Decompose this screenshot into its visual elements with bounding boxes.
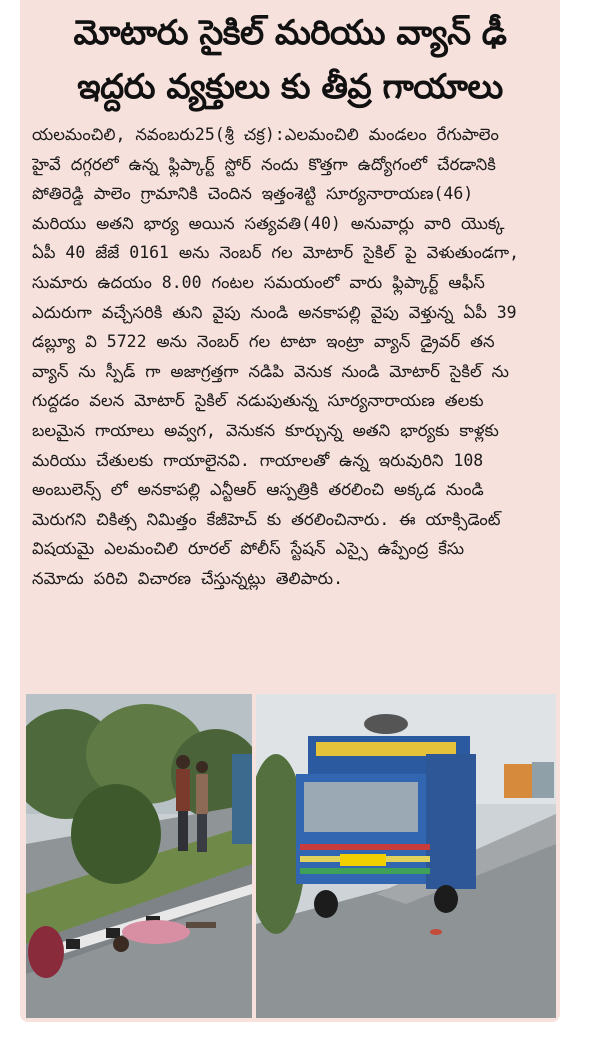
body-line: హైవే దగ్గరలో ఉన్న ఫ్లిప్కార్ట్ స్టోర్ నందు కొత్తగా ఉద్యోగంలో చేరడానికి xyxy=(32,154,496,174)
van-photo xyxy=(256,694,556,1018)
body-line: బలమైన గాయాలు అవ్వగ, వెనుకన కూర్చున్న అతని భార్యకు కాళ్లకు xyxy=(32,420,499,440)
body-line: ఏపీ 40 జేజే 0161 అను నెంబర్ గల మోటార్ సైకిల్ పై వెళుతుండగా, xyxy=(32,243,520,263)
body-line: సుమారు ఉదయం 8.00 గంటల సమయంలో వారు ఫ్లిప్కార్ట్ ఆఫీస్ xyxy=(32,272,485,292)
article-body xyxy=(20,114,560,594)
body-line: నమోదు పరిచి విచారణ చేస్తున్నట్లు తెలిపారు. xyxy=(32,568,344,588)
headline-line-2: ఇద్దరు వ్యక్తులు కు తీవ్ర గాయాలు xyxy=(77,67,503,107)
accident-scene-photo xyxy=(26,694,252,1018)
body-line: డబ్ల్యూ వి 5722 అను నెంబర్ గల టాటా ఇంట్రా వ్యాన్ డ్రైవర్ తన xyxy=(32,332,495,352)
headline xyxy=(20,0,560,114)
body-line: విషయమై ఎలమంచిలి రూరల్ పోలీస్ స్టేషన్ ఎస్సై ఉప్పేంద్ర కేసు xyxy=(32,539,465,559)
news-clipping xyxy=(20,0,560,1022)
body-line: యలమంచిలి, నవంబరు25(శ్రీ చక్ర):ఎలమంచిలి మండలం రేగుపాలెం xyxy=(32,125,499,144)
body-line: అంబులెన్స్ లో అనకాపల్లి ఎన్టీఆర్ ఆస్పత్రికి తరలించి అక్కడ నుండి xyxy=(32,480,484,500)
body-line: పోతిరెడ్డి పాలెం గ్రామానికి చెందిన ఇత్తంశెట్టి సూర్యనారాయణ(46) xyxy=(32,184,474,204)
body-line: గుద్దడం వలన మోటార్ సైకిల్ నడుపుతున్న సూర్యనారాయణ తలకు xyxy=(32,391,484,411)
photo-row xyxy=(26,694,556,1018)
body-line: ఎదురుగా వచ్చేసరికి తుని వైపు నుండి అనకాపల్లి వైపు వెళ్తున్న ఏపీ 39 xyxy=(32,302,517,322)
body-line: వ్యాన్ ను స్పీడ్ గా అజాగ్రత్తగా నడిపి వెనుక నుండి మోటార్ సైకిల్ ను xyxy=(32,361,509,381)
headline-line-1: మోటారు సైకిల్ మరియు వ్యాన్ ఢీ xyxy=(73,13,507,53)
body-line: మెరుగని చికిత్స నిమిత్తం కేజీహెచ్ కు తరలించినారు. ఈ యాక్సిడెంట్ xyxy=(32,509,501,529)
body-line: మరియు అతని భార్య అయిన సత్యవతి(40) అనువార్లు వారి యొక్క xyxy=(32,213,505,233)
body-line: మరియు చేతులకు గాయాలైనవి. గాయాలతో ఉన్న ఇరువురిని 108 xyxy=(32,450,484,470)
